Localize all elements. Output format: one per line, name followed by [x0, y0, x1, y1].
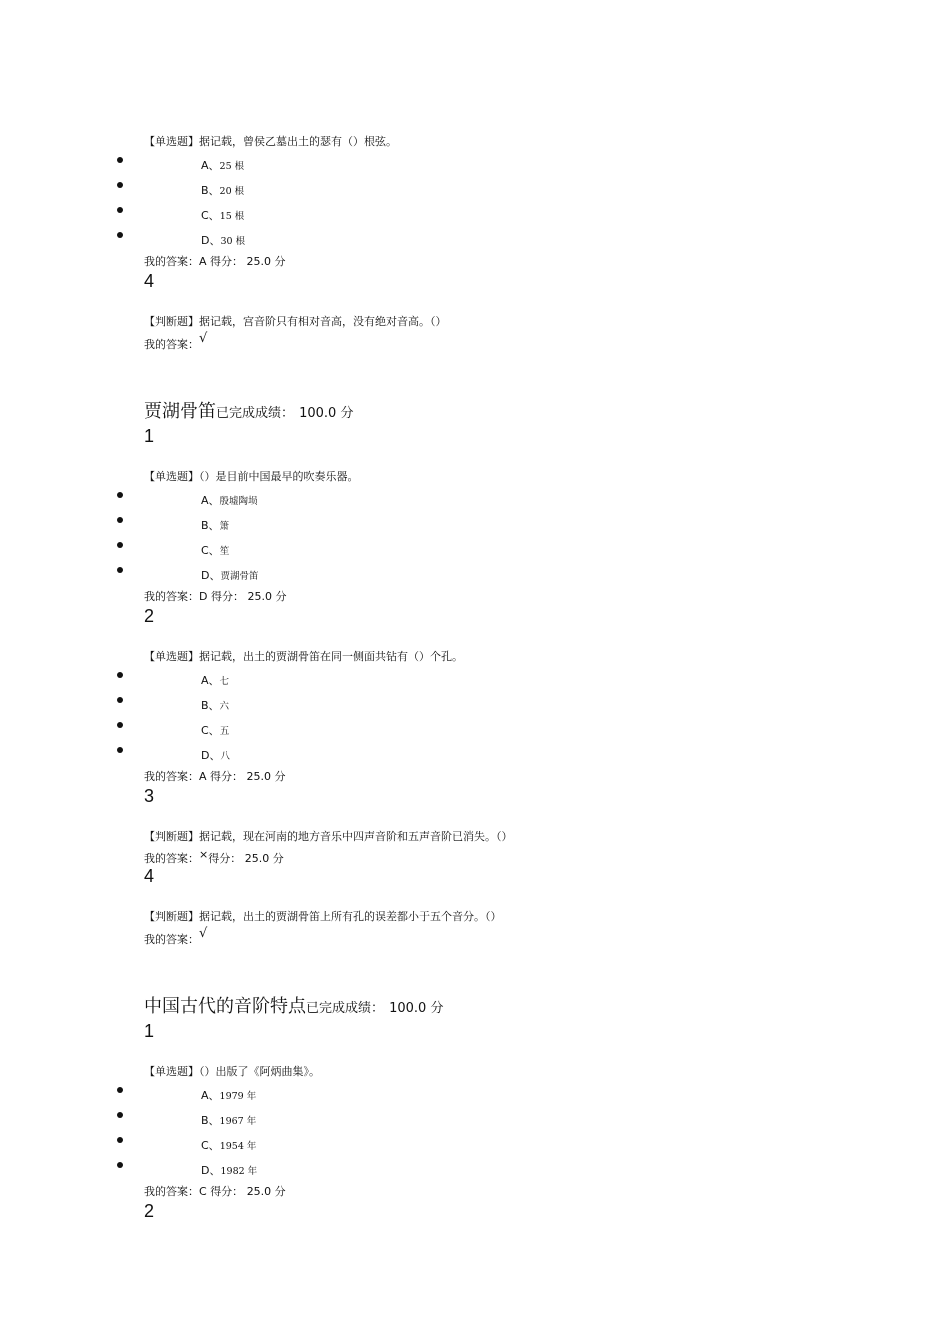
question-number: 1	[144, 1021, 155, 1041]
score-label: 得分：	[210, 590, 244, 603]
option-b[interactable]	[201, 1115, 256, 1127]
option-value: 15 根	[219, 211, 245, 222]
option-d[interactable]	[201, 570, 259, 582]
option-c[interactable]	[201, 1140, 256, 1152]
option-letter: A、	[201, 494, 220, 507]
answer-label: 我的答案：	[144, 1185, 199, 1198]
option-a[interactable]	[201, 495, 258, 507]
option-value: 30 根	[220, 236, 246, 247]
answer-label: 我的答案：	[144, 590, 199, 603]
option-value: 1954 年	[219, 1141, 257, 1152]
question-number: 4	[144, 866, 155, 886]
bullet-icon	[117, 1162, 123, 1168]
score-label: 得分：	[210, 770, 244, 783]
option-value: 八	[220, 751, 230, 762]
option-letter: D、	[201, 749, 221, 762]
answer-line	[144, 591, 286, 602]
question-text: 【判断题】据记载，现在河南的地方音乐中四声音阶和五声音阶已消失。（）	[144, 830, 513, 843]
score-value: 25.0 分	[244, 852, 284, 865]
question-number: 3	[144, 786, 155, 806]
section-score: 100.0 分	[299, 406, 354, 421]
option-letter: D、	[201, 1164, 221, 1177]
option-value: 五	[219, 726, 230, 737]
question-text: 【判断题】据记载，出土的贾湖骨笛上所有孔的误差都小于五个音分。（）	[144, 910, 502, 923]
option-value: 25 根	[219, 161, 245, 172]
section-status: 已完成成绩：	[216, 406, 295, 421]
bullet-icon	[117, 232, 123, 238]
option-letter: A、	[201, 159, 220, 172]
option-value: 20 根	[219, 186, 245, 197]
question-text: 【判断题】据记载，宫音阶只有相对音高，没有绝对音高。（）	[144, 315, 447, 328]
question-number: 2	[144, 606, 155, 626]
section-score: 100.0 分	[389, 1001, 444, 1016]
option-b[interactable]	[201, 185, 244, 197]
option-letter: A、	[201, 674, 220, 687]
answer-label: 我的答案：	[144, 770, 199, 783]
option-letter: A、	[201, 1089, 220, 1102]
section-title: 中国古代的音阶特点	[144, 996, 306, 1017]
answer-label: 我的答案：	[144, 933, 199, 946]
answer-label: 我的答案：	[144, 338, 199, 351]
answer-value: C	[199, 1185, 207, 1198]
score-value: 25.0 分	[246, 255, 286, 268]
answer-line	[144, 848, 284, 865]
option-letter: B、	[201, 1114, 220, 1127]
cross-mark-icon: ×	[199, 848, 209, 861]
option-value: 贾湖骨笛	[220, 571, 259, 582]
bullet-icon	[117, 697, 123, 703]
check-mark-icon: √	[199, 331, 208, 346]
answer-value: A	[199, 770, 207, 783]
score-value: 25.0 分	[246, 770, 286, 783]
option-value: 1979 年	[219, 1091, 257, 1102]
option-c[interactable]	[201, 210, 244, 222]
bullet-icon	[117, 1137, 123, 1143]
answer-line	[144, 331, 208, 351]
option-value: 六	[219, 701, 230, 712]
option-letter: C、	[201, 1139, 220, 1152]
option-value: 箫	[219, 521, 230, 532]
option-value: 笙	[219, 546, 230, 557]
answer-label: 我的答案：	[144, 852, 199, 865]
section-header	[144, 403, 353, 421]
score-label: 得分：	[210, 1185, 244, 1198]
section-status: 已完成成绩：	[306, 1001, 385, 1016]
section-title: 贾湖骨笛	[144, 401, 216, 422]
answer-line	[144, 771, 286, 782]
answer-line	[144, 926, 208, 946]
bullet-icon	[117, 567, 123, 573]
score-value: 25.0 分	[246, 1185, 286, 1198]
option-letter: B、	[201, 699, 220, 712]
score-label: 得分：	[208, 852, 242, 865]
option-letter: C、	[201, 544, 220, 557]
score-label: 得分：	[210, 255, 244, 268]
bullet-icon	[117, 1112, 123, 1118]
option-b[interactable]	[201, 520, 229, 532]
option-a[interactable]	[201, 160, 244, 172]
question-text: 【单选题】据记载，出土的贾湖骨笛在同一侧面共钻有（）个孔。	[144, 650, 463, 663]
bullet-icon	[117, 157, 123, 163]
option-value: 1982 年	[220, 1166, 258, 1177]
section-header	[144, 998, 443, 1016]
bullet-icon	[117, 747, 123, 753]
option-value: 殷墟陶埙	[219, 496, 258, 507]
option-letter: D、	[201, 569, 221, 582]
bullet-icon	[117, 672, 123, 678]
option-d[interactable]	[201, 235, 245, 247]
question-text: 【单选题】（）出版了《阿炳曲集》。	[144, 1065, 320, 1078]
bullet-icon	[117, 517, 123, 523]
bullet-icon	[117, 492, 123, 498]
check-mark-icon: √	[199, 926, 208, 941]
option-letter: B、	[201, 184, 220, 197]
option-d[interactable]	[201, 750, 230, 762]
question-text: 【单选题】（）是目前中国最早的吹奏乐器。	[144, 470, 359, 483]
answer-label: 我的答案：	[144, 255, 199, 268]
option-letter: D、	[201, 234, 221, 247]
question-number: 1	[144, 426, 155, 446]
answer-value: D	[199, 590, 208, 603]
option-d[interactable]	[201, 1165, 257, 1177]
answer-line	[144, 1186, 286, 1197]
option-b[interactable]	[201, 700, 229, 712]
bullet-icon	[117, 182, 123, 188]
answer-line	[144, 256, 286, 267]
question-number: 2	[144, 1201, 155, 1221]
option-a[interactable]	[201, 1090, 256, 1102]
bullet-icon	[117, 1087, 123, 1093]
bullet-icon	[117, 207, 123, 213]
option-letter: C、	[201, 724, 220, 737]
option-letter: B、	[201, 519, 220, 532]
option-c[interactable]	[201, 545, 229, 557]
question-text: 【单选题】据记载，曾侯乙墓出土的瑟有（）根弦。	[144, 135, 397, 148]
option-value: 七	[219, 676, 230, 687]
option-a[interactable]	[201, 675, 229, 687]
option-value: 1967 年	[219, 1116, 257, 1127]
bullet-icon	[117, 722, 123, 728]
option-c[interactable]	[201, 725, 229, 737]
score-value: 25.0 分	[247, 590, 287, 603]
answer-value: A	[199, 255, 207, 268]
option-letter: C、	[201, 209, 220, 222]
question-number: 4	[144, 271, 155, 291]
bullet-icon	[117, 542, 123, 548]
